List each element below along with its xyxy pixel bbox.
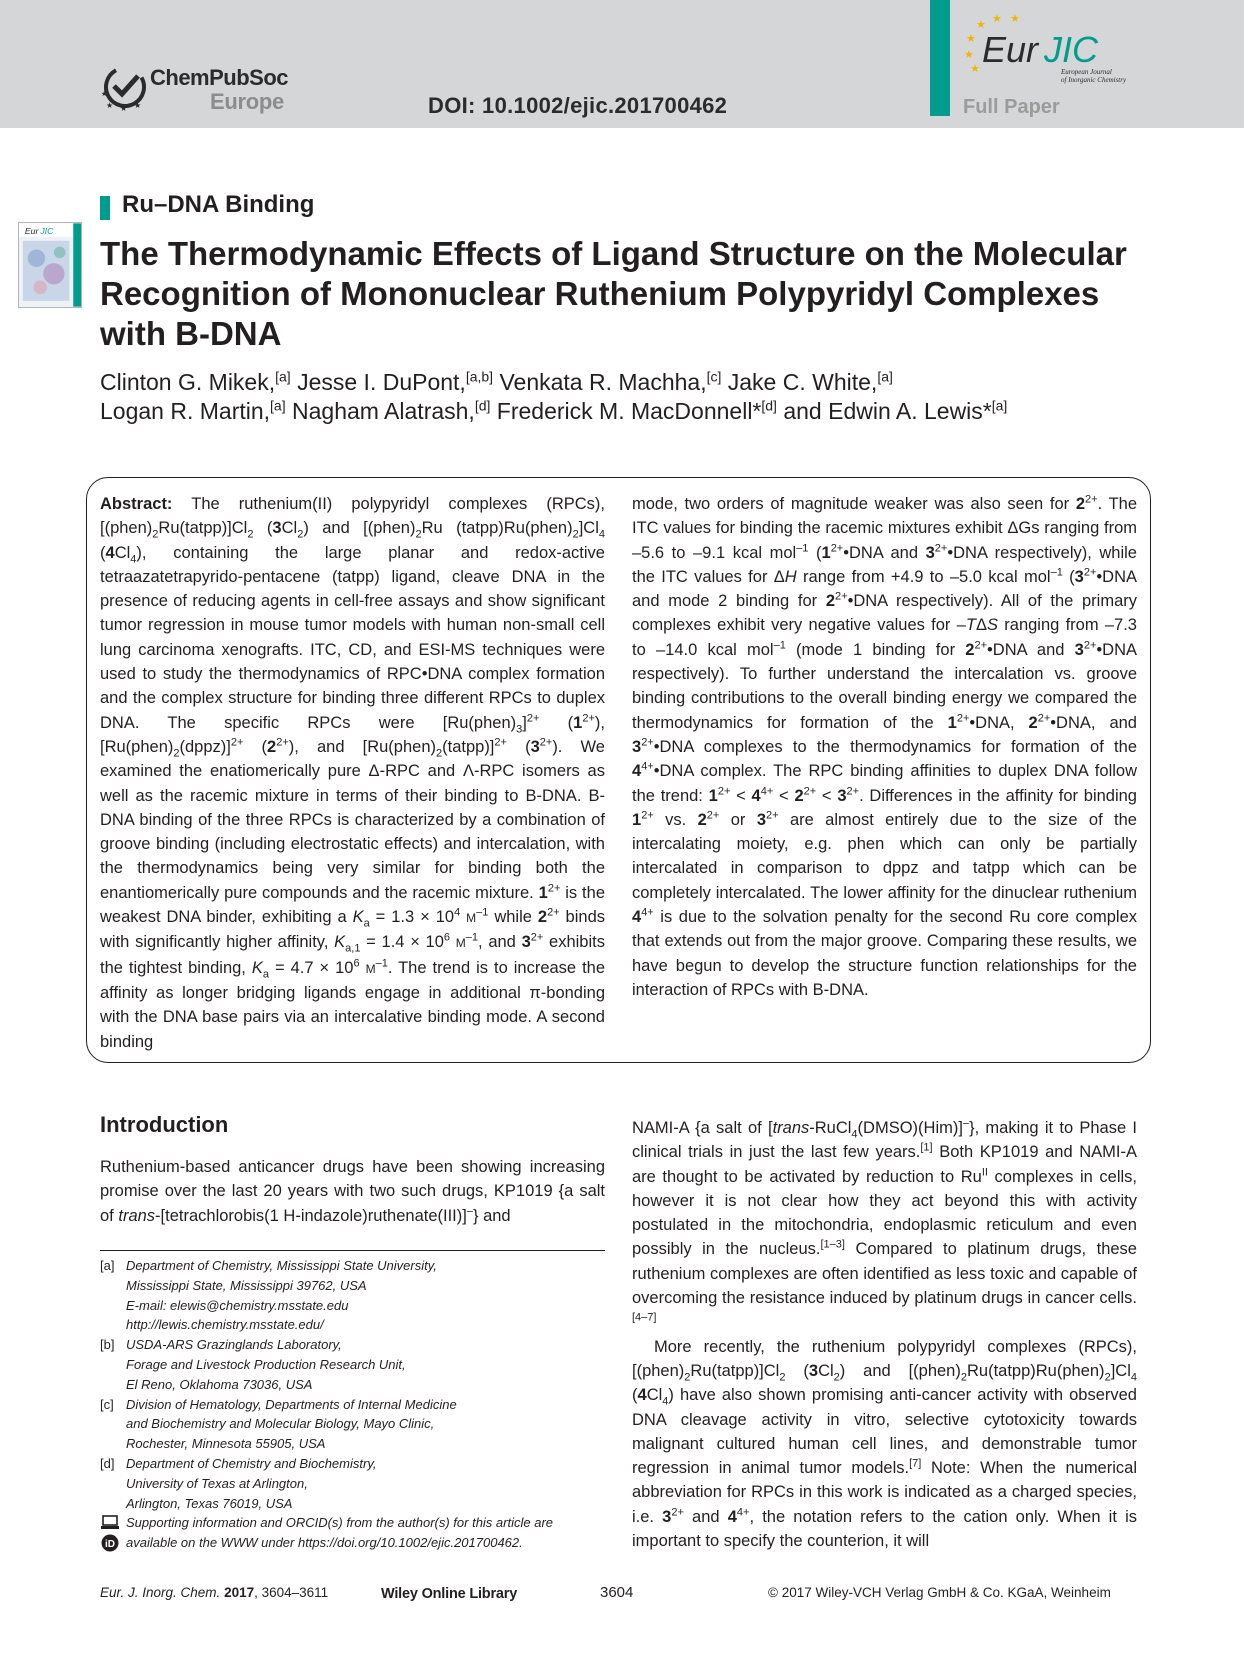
svg-text:★: ★: [970, 62, 980, 75]
abstract-left-column: [100, 492, 605, 1054]
journal-cover-thumbnail-icon[interactable]: [18, 222, 82, 308]
footnote-c: [c] Division of Hematology, Departments of Internal Medicine and Biochemistry and Molecular Biology, Mayo Clinic, Rochester, Minnesota 55905, USA: [100, 1396, 457, 1452]
chempubsoc-wordmark: [150, 66, 288, 114]
abstract-left-text: The ruthenium(II) polypyridyl complexes (RPCs), $[(phen)_2Ru(tatpp)]Cl_2$ $(3Cl_2)$ and [$(phen)_2Ru$ $(tatpp)Ru(phen)_2]Cl_4$ $(4Cl_4)$, containing the large planar and redox-active tetraazatetrapyrido-pentacene (tatpp) ligand, cleave DNA in the presence of reducing agents in cell-free assays and show significant tumor regression in mouse tumor models with human non-small cell lung carcinoma xenografts. ITC, CD, and ESI-MS techniques were used to study the thermodynamics of RPC•DNA complex formation and the complex structure for binding three different RPCs to duplex DNA. The specific RPCs were $[Ru(phen)_3]^{2+}$ $(1^{2+})$, $[Ru(phen)_2(dppz)]^{2+}$ $(2^{2+})$, and $[Ru(phen)_2(tatpp)]^{2+}$ $(3^{2+})$. We examined the enatiomerically pure Δ-RPC and Λ-RPC isomers as well as the racemic mixture in terms of their binding to B-DNA. B-DNA binding of the three RPCs is characterized by a combination of groove binding (including electrostatic effects) and intercalation, with the thermodynamics being very similar for binding both the enantiomerically pure compounds and the racemic mixture. $1^{2+}$ is the weakest DNA binder, exhibiting a $K_a = 1.3 \times 10^4$ $M^{-1}$ while $2^{2+}$ binds with significantly higher affinity, $K_{a,1} = 1.4 \times 10^6$ $M^{-1}$, and $3^{2+}$ exhibits the tightest binding, $K_a = 4.7 \times 10^6$ $M^{-1}$. The trend is to increase the affinity as longer bridging ligands engage in additional π-bonding with the DNA base pairs via an intercalative binding mode. A second binding: [100, 495, 606, 1051]
footnote-b: [b] USDA-ARS Grazinglands Laboratory, Forage and Livestock Production Research Unit, El Reno, Oklahoma 73036, USA: [100, 1337, 406, 1392]
eurjic-sub1: European Journal: [1061, 68, 1112, 76]
svg-text:★: ★: [120, 104, 128, 112]
page-number: 3604: [600, 1584, 634, 1601]
orcid-icon: [101, 1534, 119, 1552]
supporting-info-link[interactable]: available on the WWW under https://doi.org/10.1002/ejic.201700462.: [126, 1535, 523, 1551]
website-link[interactable]: http://lewis.chemistry.msstate.edu/: [126, 1317, 324, 1333]
svg-text:★: ★: [106, 101, 114, 110]
intro-paragraph-2: More recently, the ruthenium polypyridyl complexes (RPCs), $[(phen)_2Ru(tatpp)]Cl_2$ $(3Cl_2)$ and $[(phen)_2Ru(tatpp)Ru(phen)_2]Cl_4$ $(4Cl_4)$ have also shown promising anti-cancer activity with observed DNA cleavage activity in vitro, selective cytotoxicity towards malignant cultured human cell lines, and demonstrable tumor regression in animal tumor models.[7] Note: When the numerical abbreviation for RPCs in this work is indicated as a charged species, i.e. $3^{2+}$ and $4^{4+}$, the notation refers to the cation only. When it is important to specify the counterion, it will: [632, 1337, 1137, 1551]
svg-text:JIC: JIC: [1044, 29, 1098, 70]
copyright-notice: © 2017 Wiley-VCH Verlag GmbH & Co. KGaA, Weinheim: [768, 1585, 1111, 1600]
section-marker: [100, 196, 110, 220]
wiley-online-library-link[interactable]: Wiley Online Library: [381, 1586, 518, 1602]
abstract-right-column: mode, two orders of magnitude weaker was also seen for $2^{2+}$. The ITC values for binding the racemic mixtures exhibit ΔGs ranging from –5.6 to –9.1 kcal mol$^{-1}$ ($1^{2+}•DNA$ and $3^{2+}•DNA$ respectively), while the ITC values for ΔH range from +4.9 to –5.0 kcal mol$^{-1}$ ($3^{2+}•DNA$ and mode 2 binding for $2^{2+}•DNA$ respectively). All of the primary complexes exhibit very negative values for –TΔS ranging from –7.3 to –14.0 kcal mol$^{-1}$ (mode 1 binding for $2^{2+}•DNA$ and $3^{2+}•DNA$ respectively). To further understand the intercalation vs. groove binding contributions to the overall binding energy we compared the thermodynamics for formation of the $1^{2+}•DNA$, $2^{2+}•DNA$, and $3^{2+}•DNA$ complexes to the thermodynamics for formation of the $4^{4+}•DNA$ complex. The RPC binding affinities to duplex DNA follow the trend: $1^{2+} < 4^{4+} < 2^{2+} < 3^{2+}$. Differences in the affinity for binding $1^{2+}$ vs. $2^{2+}$ or $3^{2+}$ are almost entirely due to the size of the intercalating moiety, e.g. phen which can only be partially intercalated in comparison to dppz and tatpp which can be completely intercalated. The lower affinity for the dinuclear ruthenium $4^{4+}$ is due to the solvation penalty for the second Ru core complex that extends out from the major groove. Comparing these results, we have begun to develop the structure function relationships for the interaction of RPCs with B-DNA.: [632, 493, 1138, 999]
footnote-d: [d] Department of Chemistry and Biochemistry, University of Texas at Arlington, Arlington, Texas 76019, USA: [100, 1455, 377, 1511]
affiliation-footnotes: [100, 1256, 615, 1553]
eurjic-logo-icon: [958, 12, 1148, 92]
authors-line1: Clinton G. Mikek,[a] Jesse I. DuPont,[a,b] Venkata R. Machha,[c] Jake C. White,[a]: [100, 368, 893, 395]
svg-text:★: ★: [1010, 12, 1020, 25]
svg-text:★: ★: [964, 48, 974, 61]
svg-text:★: ★: [101, 91, 108, 98]
svg-text:Eur: Eur: [982, 29, 1039, 70]
footnote-divider: [100, 1250, 605, 1251]
svg-text:★: ★: [134, 101, 142, 110]
supporting-info-note: [100, 1513, 615, 1553]
chempubsoc-line2: Europe: [210, 89, 284, 114]
footnote-a: [a] Department of Chemistry, Mississippi State University, Mississippi State, Mississippi 39762, USA E-mail: elewis@chemistry.msstate.edu http://lewis.chemistry.msstate.edu/: [100, 1256, 615, 1335]
intro-paragraph-1: NAMI-A {a salt of [trans-RuCl$_4$(DMSO)(Him)]–}, making it to Phase I clinical trials in just the last few years.[1] Both KP1019 and NAMI-A are thought to be activated by reduction to $Ru^{II}$ complexes in cells, however it is not clear how they act beyond this with activity postulated in the mitochondria, endoplasmic reticulum and even possibly in the nucleus.[1–3] Compared to platinum drugs, these ruthenium complexes are often identified as less toxic and capable of overcoming the resistance induced by platinum drugs in cancer cells.[4–7]: [632, 1117, 1137, 1324]
svg-text:★: ★: [966, 32, 976, 45]
header-band: [0, 0, 1244, 128]
introduction-heading: Introduction: [100, 1112, 229, 1137]
eurjic-sub2: of Inorganic Chemistry: [1061, 76, 1127, 84]
introduction-right-column: [632, 1116, 1137, 1553]
doi-label[interactable]: DOI: 10.1002/ejic.201700462: [428, 93, 728, 118]
authors-line2: Logan R. Martin,[a] Nagham Alatrash,[d] Frederick M. MacDonnell*[d] and Edwin A. Lewis*[a]: [100, 397, 1008, 424]
article-type: Full Paper: [963, 96, 1060, 118]
journal-citation: Eur. J. Inorg. Chem. 2017, 3604–3611: [100, 1585, 329, 1600]
svg-text:iD: iD: [105, 1539, 115, 1551]
email-link[interactable]: E-mail: elewis@chemistry.msstate.edu: [126, 1297, 349, 1313]
svg-text:★: ★: [976, 18, 986, 31]
section-label: Ru–DNA Binding: [122, 191, 315, 218]
chempubsoc-line1: ChemPubSoc: [150, 65, 289, 90]
abstract-label: Abstract:: [100, 495, 173, 513]
svg-text:JIC: JIC: [40, 226, 54, 236]
svg-text:★: ★: [992, 12, 1002, 25]
supporting-info-line1: Supporting information and ORCID(s) from the author(s) for this article are: [126, 1515, 554, 1531]
author-list: [100, 368, 1160, 426]
computer-icon: [100, 1515, 120, 1531]
accent-bar: [930, 0, 950, 116]
chempubsoc-logo-icon: [100, 62, 150, 112]
svg-text:Eur: Eur: [24, 226, 39, 236]
article-title: The Thermodynamic Effects of Ligand Structure on the Molecular Recognition of Mononuclear Ruthenium Polypyridyl Complexes with B-DNA: [100, 235, 1127, 352]
introduction-left-text: Ruthenium-based anticancer drugs have been showing increasing promise over the last 20 years with two such drugs, KP1019 {a salt of trans-[tetrachlorobis(1 H-indazole)ruthenate(III)]–} and: [100, 1158, 605, 1225]
